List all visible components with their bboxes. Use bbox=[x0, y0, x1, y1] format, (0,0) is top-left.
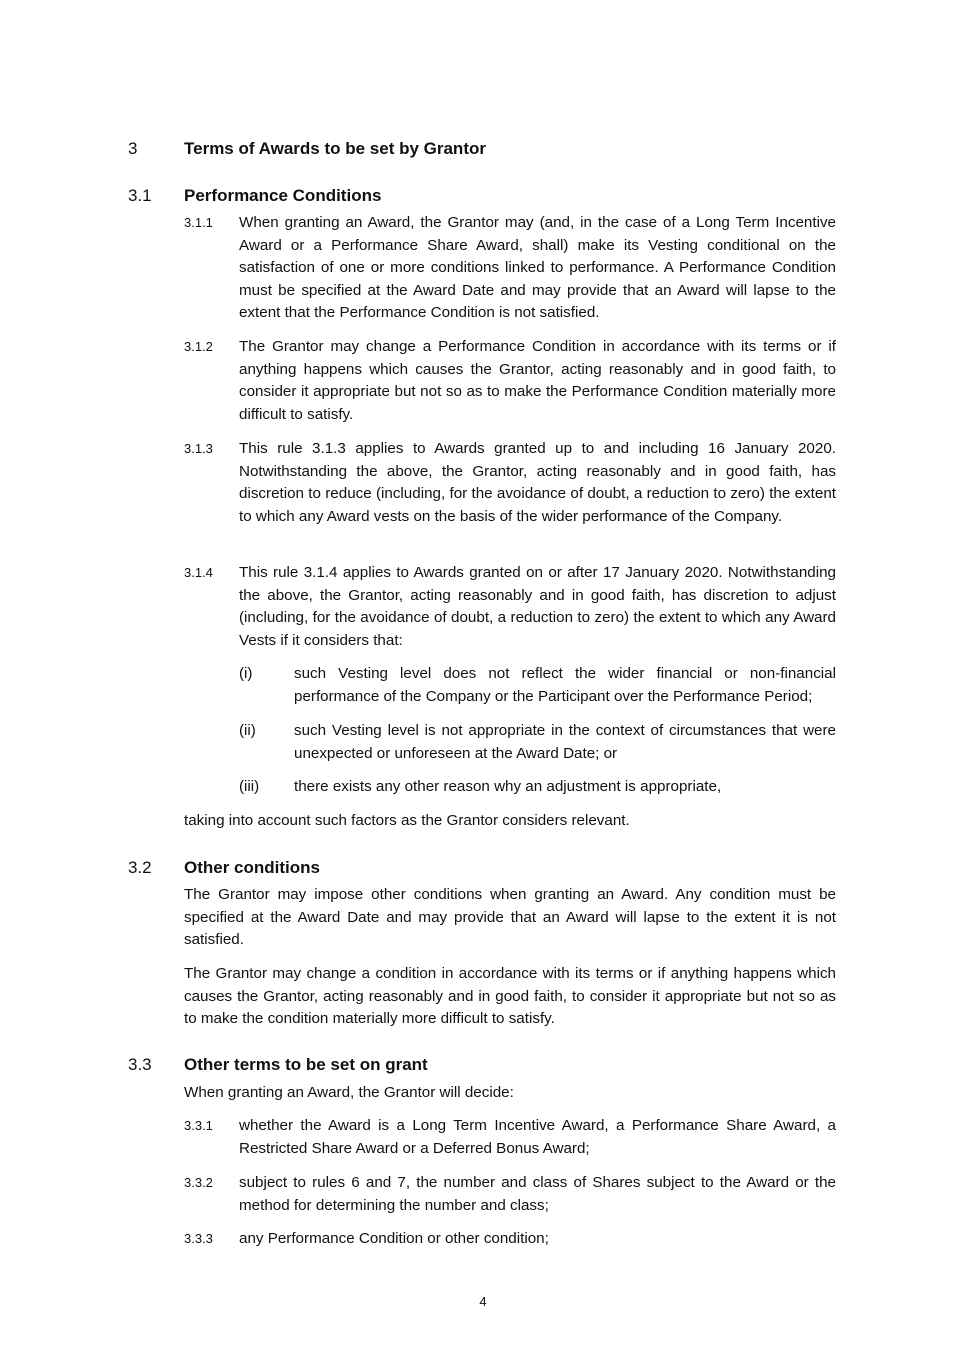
subclause-number: (ii) bbox=[239, 722, 256, 739]
clause-text: This rule 3.1.3 applies to Awards granted up to and including 16 January 2020. Notwithstanding the above, the Grantor, acting reasonably and in good faith, has discretion to reduce (including, for the avoidance of doubt, a reduction to zero) the extent to which any Award vests on the basis of the wider performance of the Company. bbox=[239, 440, 836, 525]
clause-number: 3.3.2 bbox=[184, 1175, 213, 1190]
subclause-number: (i) bbox=[239, 665, 253, 682]
subclause-text: such Vesting level does not reflect the wider financial or non-financial performance of the Company or the Participant over the Performance Period; bbox=[294, 665, 836, 705]
clause-text: whether the Award is a Long Term Incentive Award, a Performance Share Award, a Restricted Share Award or a Deferred Bonus Award; bbox=[239, 1117, 836, 1157]
subclause-text: such Vesting level is not appropriate in the context of circumstances that were unexpected or unforeseen at the Award Date; or bbox=[294, 722, 836, 762]
subsection-number: 3.1 bbox=[128, 186, 152, 205]
clause-number: 3.1.3 bbox=[184, 441, 213, 456]
subclause-text: there exists any other reason why an adjustment is appropriate, bbox=[294, 778, 722, 795]
subsection-title: Other conditions bbox=[184, 858, 320, 877]
clause-number: 3.1.2 bbox=[184, 339, 213, 354]
subsection-title: Performance Conditions bbox=[184, 186, 382, 205]
intro-text: When granting an Award, the Grantor will decide: bbox=[184, 1084, 514, 1101]
subsection-title: Other terms to be set on grant bbox=[184, 1055, 428, 1074]
clause-number: 3.1.4 bbox=[184, 565, 213, 580]
subsection-number: 3.2 bbox=[128, 858, 152, 877]
subclause-number: (iii) bbox=[239, 778, 260, 795]
body-paragraph: The Grantor may change a condition in accordance with its terms or if anything happens which causes the Grantor, acting reasonably and in good faith, to consider it appropriate but not so as to make the condition materially more difficult to satisfy. bbox=[184, 965, 836, 1028]
closing-text: taking into account such factors as the Grantor considers relevant. bbox=[184, 812, 630, 829]
section-number: 3 bbox=[128, 139, 138, 158]
clause-text: This rule 3.1.4 applies to Awards granted on or after 17 January 2020. Notwithstanding the above, the Grantor, acting reasonably and in good faith, has discretion to adjust (including, for the avoidance of doubt, a reduction to zero) the extent to which any Award Vests if it considers that: bbox=[239, 564, 836, 649]
clause-number: 3.1.1 bbox=[184, 215, 213, 230]
body-paragraph: The Grantor may impose other conditions when granting an Award. Any condition must be specified at the Award Date and may provide that an Award will lapse to the extent it is not satisfied. bbox=[184, 886, 836, 949]
clause-number: 3.3.3 bbox=[184, 1231, 213, 1246]
page-number: 4 bbox=[479, 1294, 487, 1309]
clause-text: When granting an Award, the Grantor may (and, in the case of a Long Term Incentive Award or a Performance Share Award, shall) make its Vesting conditional on the satisfaction of one or more conditions linked to performance. A Performance Condition must be specified at the Award Date and may provide that an Award will lapse to the extent that the Performance Condition is not satisfied. bbox=[239, 214, 836, 322]
clause-text: The Grantor may change a Performance Condition in accordance with its terms or if anything happens which causes the Grantor, acting reasonably and in good faith, to consider it appropriate but not so as to make the Performance Condition materially more difficult to satisfy. bbox=[239, 338, 836, 423]
section-title: Terms of Awards to be set by Grantor bbox=[184, 139, 486, 158]
clause-number: 3.3.1 bbox=[184, 1118, 213, 1133]
clause-text: subject to rules 6 and 7, the number and class of Shares subject to the Award or the method for determining the number and class; bbox=[239, 1174, 836, 1214]
clause-text: any Performance Condition or other condition; bbox=[239, 1230, 549, 1247]
subsection-number: 3.3 bbox=[128, 1055, 152, 1074]
